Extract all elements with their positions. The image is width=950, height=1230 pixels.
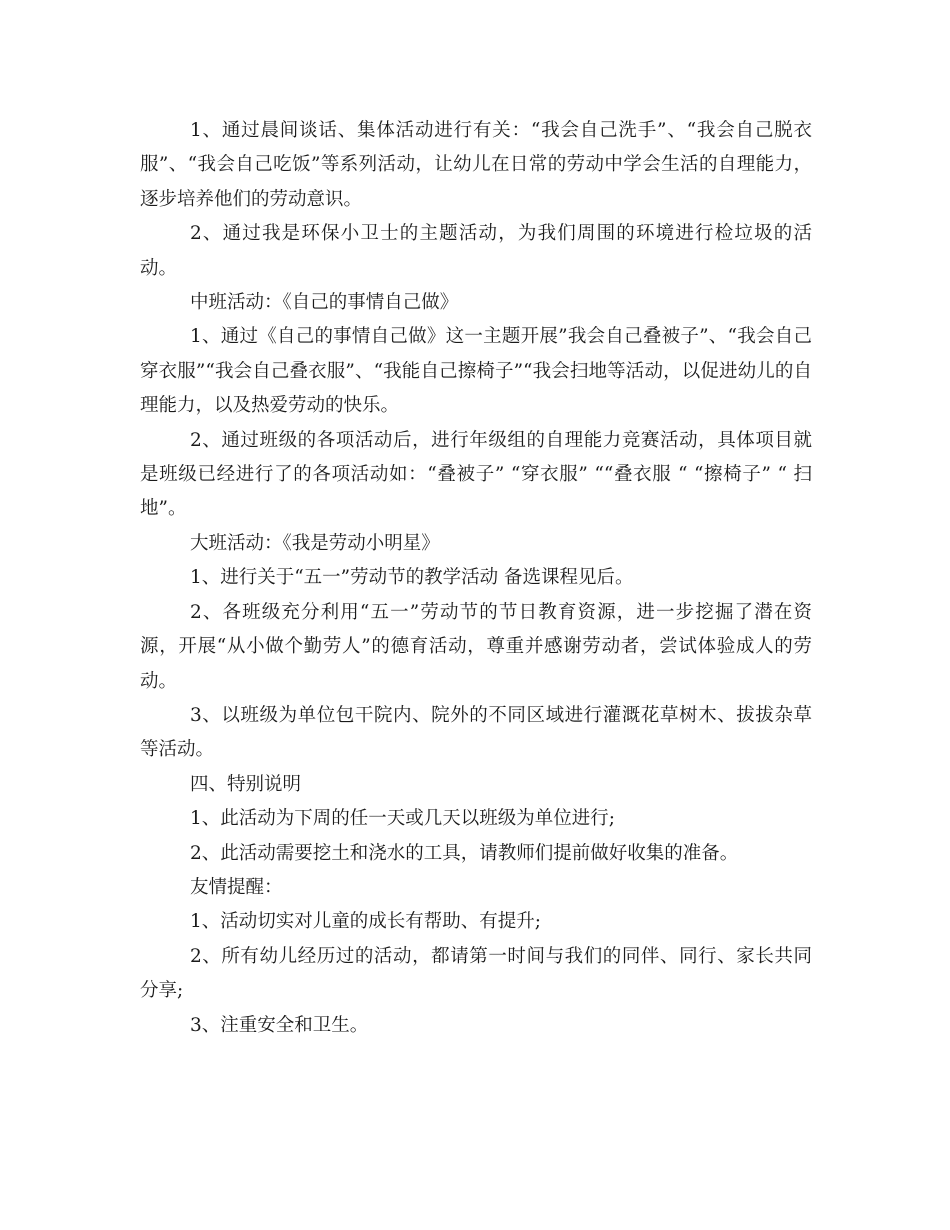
paragraph-note-2: 2、此活动需要挖土和浇水的工具，请教师们提前做好收集的准备。 bbox=[189, 842, 739, 864]
paragraph-senior-2: 2、各班级充分利用“五一”劳动节的节日教育资源，进一步挖掘了潜在资源，开展“从小做个勤劳人”的德育活动，尊重并感谢劳动者，尝试体验成人的劳动。 bbox=[140, 601, 812, 692]
document-body bbox=[140, 114, 812, 1043]
heading-middle-class: 中班活动：《自己的事情自己做》 bbox=[189, 292, 459, 314]
paragraph-note-1: 1、此活动为下周的任一天或几天以班级为单位进行; bbox=[189, 808, 615, 830]
heading-senior-class: 大班活动：《我是劳动小明星》 bbox=[189, 532, 440, 554]
paragraph-middle-2: 2、通过班级的各项活动后，进行年级组的自理能力竞赛活动，具体项目就是班级已经进行了的各项活动如：“叠被子” “穿衣服” ““叠衣服 “ “擦椅子” “ 扫地”。 bbox=[140, 429, 812, 520]
paragraph-activity-1: 1、通过晨间谈话、集体活动进行有关：“我会自己洗手”、“我会自己脱衣服”、“我会自己吃饭”等系列活动，让幼儿在日常的劳动中学会生活的自理能力，逐步培养他们的劳动意识。 bbox=[140, 120, 812, 210]
paragraph-reminder-3: 3、注重安全和卫生。 bbox=[189, 1014, 369, 1036]
heading-friendly-reminder: 友情提醒： bbox=[189, 876, 283, 898]
paragraph-senior-3: 3、以班级为单位包干院内、院外的不同区域进行灌溉花草树木、拔拔杂草等活动。 bbox=[140, 704, 812, 761]
paragraph-senior-1: 1、进行关于“五一”劳动节的教学活动 备选课程见后。 bbox=[189, 567, 634, 589]
paragraph-reminder-2: 2、所有幼儿经历过的活动，都请第一时间与我们的同伴、同行、家长共同分享; bbox=[140, 945, 812, 1002]
paragraph-activity-2: 2、通过我是环保小卫士的主题活动，为我们周围的环境进行检垃圾的活动。 bbox=[140, 223, 812, 279]
heading-special-notes: 四、特别说明 bbox=[189, 773, 301, 795]
paragraph-reminder-1: 1、活动切实对儿童的成长有帮助、有提升; bbox=[189, 911, 541, 933]
paragraph-middle-1: 1、通过《自己的事情自己做》这一主题开展”我会自己叠被子”、“我会自己穿衣服”“我会自己叠衣服”、“我能自己擦椅子”“我会扫地等活动，以促进幼儿的自理能力，以及热爱劳动的快乐。 bbox=[140, 326, 812, 417]
